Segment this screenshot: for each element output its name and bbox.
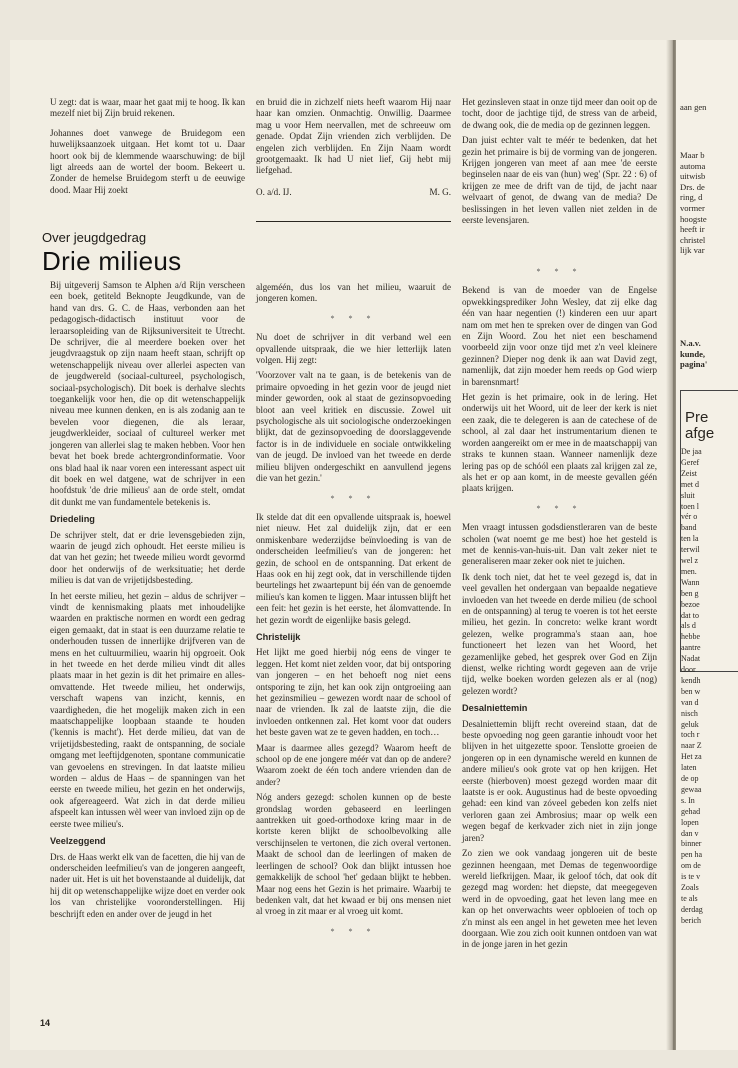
next-page-line: uitwisb — [680, 171, 706, 182]
next-page-line: kunde, — [680, 348, 706, 359]
paragraph: Het gezinsleven staat in onze tijd meer dan ooit op de tocht, door de jachtige tijd, de stress van de arbeid, de dwang ook, die de media op de gezinnen leggen. — [462, 97, 657, 130]
box-line: De jaa — [681, 447, 702, 456]
top-col-2 — [256, 97, 451, 198]
box-line: ben g — [681, 588, 699, 598]
next-page-line: Drs. de — [680, 181, 705, 192]
box-line: hebbe — [681, 632, 701, 642]
next-page-line: N.a.v. — [680, 338, 701, 348]
box-line: Geref — [681, 457, 700, 467]
box-title-2: afge — [685, 425, 715, 442]
box-line: berich — [681, 915, 701, 925]
section-stars: * * * — [330, 493, 377, 503]
box-line: aantre — [681, 643, 701, 653]
next-page-line: automa — [680, 160, 706, 171]
signature-right: M. G. — [429, 186, 451, 197]
next-page-line: Maar b — [680, 150, 705, 160]
paragraph: Ik denk toch niet, dat het te veel gezegd is, dat in veel gevallen het ondergaan van bepaalde negatieve invloeden van het tweede en derde milieu (de school en de ontspanning) al terug te voeren is tot het eerste milieu, het gezin. In concreto: welke krant wordt gelezen, welke programma's staan aan, hoe functioneert het lezen van het Woord, het gezamenlijke gebed, het gesprek over God en Zijn dienst, welke richting wordt gegeven aan de vrije tijd, welke boeken worden gelezen als er al (nog) gelezen wordt? — [462, 571, 657, 696]
paragraph: Nóg anders gezegd: scholen kunnen op de beste grondslag worden gebaseerd en leerlingen aantrekken uit goed-orthodoxe kring maar in de kortste keren blijkt de schoolbevolking alle verschijnselen te vertonen, die zich overal vertonen. Maakt de school dan de leerlingen of maken de leerlingen de school? Ook dan blijkt intussen hoe gemakkelijk de school 'het' gedaan blijkt te hebben. Maar nog eens het Gezin is het primaire. Waarbij te bedenken valt, dat het kwaad er bij ons mensen niet al vroeg in zit maar er al vroeg uit komt. — [256, 792, 451, 917]
box-line: Zoals — [681, 883, 699, 892]
article-col-3 — [462, 258, 657, 955]
box-line: kendh — [681, 675, 701, 685]
box-line: Nadat — [681, 654, 701, 664]
section-stars: * * * — [330, 313, 377, 323]
box-line: gehad — [681, 806, 701, 816]
box-line: door — [681, 665, 696, 674]
subheading: Christelijk — [256, 631, 301, 642]
box-line: Zeist — [681, 468, 697, 478]
article-col-2 — [256, 282, 451, 945]
paragraph: algeméén, dus los van het milieu, waaruit de jongeren komen. — [256, 282, 451, 304]
box-line: toch r — [681, 730, 700, 740]
subheading: Desalniettemin — [462, 703, 528, 714]
box-line: derdag — [681, 904, 703, 914]
paragraph: Johannes doet vanwege de Bruidegom een huwelijksaanzoek uitgaan. Het komt tot u. Daar hoort ook bij de klemmende waarschuwing: de bijl ligt alreeds aan de wortel der boom. Bekeert u. Zonder de hemelse Bruidegom sterft u de eeuwige dood. Maar Hij zoekt — [50, 127, 245, 195]
box-line: naar Z — [681, 741, 702, 751]
paragraph: Men vraagt intussen godsdienstleraren van de beste scholen (wat noemt ge me best) hoe het gesteld is met de kennis-van-huis-uit. Dan valt zeker niet te generaliseren maar zeker ook niet te juichen. — [462, 522, 657, 567]
box-line: geluk — [681, 719, 699, 729]
box-line: band — [681, 523, 697, 533]
next-page-edge — [676, 40, 738, 1050]
top-col-3 — [462, 97, 657, 230]
box-line: toen l — [681, 501, 699, 511]
box-line: laten — [681, 763, 697, 773]
section-stars: * * * — [536, 503, 583, 513]
top-col-1 — [50, 97, 245, 200]
article-col-1 — [50, 280, 245, 924]
subheading: Driedeling — [50, 514, 95, 525]
next-page-line: christel — [680, 234, 706, 245]
page-number: 14 — [40, 1018, 51, 1028]
paragraph: Dan juist echter valt te méér te bedenken, dat het gezin het primaire is bij de vorming van de jongeren. Krijgen jongeren van meet af aan mee 'de eerste beginselen naar de eis van (hun) weg' (Spr. 22 : 6) of krijgen ze mee de drift van de tijd, de jacht naar welvaart of genot, de dwang van de media? De beslissingen in het leven vallen niet zelden in de eerste levensjaren. — [462, 135, 657, 226]
paragraph: Zo zien we ook vandaag jongeren uit de beste gezinnen heengaan, met Demas de tegenwoordige wereld liefkrijgen. Maar, ik geloof tóch, dat ook dít gezegd mag worden: het diepste, dat meegegeven werd in de opvoeding, gaat het leven lang mee en kan op het onverwachts weer opbloeien of toch op z'n minst als een angel in het geweten mee het leven doorgaan. Wie zou zich ooit kunnen ontdoen van wat in de jonge jaren in het gezin — [462, 848, 657, 950]
article-kicker: Over jeugdgedrag — [42, 230, 147, 245]
paragraph: Maar is daarmee alles gezegd? Waarom heeft de school op de ene jongere méér vat dan op de andere? Waarom zoekt de één toch andere vrienden dan de ander? — [256, 742, 451, 787]
paragraph: 'Voorzover valt na te gaan, is de betekenis van de primaire opvoeding in het gezin voor de jeugd niet minder geworden, ook al staat de gezinsopvoeding bloot aan veel kritiek en discussie. Zowel uit psychologische als uit sociologische onderzoekingen blijkt, dat de gezinsopvoeding de doorslaggevende factor is in de individuele en sociale ontwikkeling van de jeugd. De invloed van het tweede en derde milieu blijven ondergeschikt en aanvullend jegens die van het gezin.' — [256, 370, 451, 484]
box-line: van d — [681, 697, 699, 707]
box-line: wel z — [681, 556, 699, 565]
box-line: met d — [681, 479, 699, 489]
section-stars: * * * — [330, 926, 377, 936]
next-page-line: ring, d — [680, 192, 703, 203]
box-line: sluit — [681, 490, 695, 500]
box-title: Pre — [685, 409, 709, 426]
box-line: gewaa — [681, 784, 702, 794]
paragraph: De schrijver stelt, dat er drie levensgebieden zijn, waarin de jeugd zich ophoudt. Het eerste milieu is dat van het gezin; het tweede milieu wordt gevormd door het onderwijs of de werksituatie; het derde milieu is dat van de vrijetijdsbesteding. — [50, 529, 245, 586]
paragraph: en bruid die in zichzelf niets heeft waarom Hij naar haar kan omzien. Onmachtig. Onwillig. Daarmee mag u voor Hem neervallen, met de schreeuw om genade. Opdat Zijn vrienden zich verblijden. De engelen zich verblijden. En Zijn Naam wordt grootgemaakt. Ik had U niet lief, Gij hebt mij liefgehad. — [256, 97, 451, 176]
box-line: terwil — [681, 545, 700, 555]
paragraph: Het lijkt me goed hierbij nóg eens de vinger te leggen. Het komt niet zelden voor, dat bij ontsporing van jongeren – en het behoeft nog niet eens ontsporing te zijn, het kan ook zijn ontgroeiing aan het gezinsmilieu – gewezen wordt naar de school of naar de vrienden. Ik zal de laatste zijn, die die invloeden ontkennen zal. Het komt voor dat ouders het beste gaven wat ze te geven hadden, en toch… — [256, 647, 451, 738]
paragraph: Bekend is van de moeder van de Engelse opwekkingsprediker John Wesley, dat zij elke dag één van haar negentien (!) kinderen een uur apart nam om met hen te spreken over de dingen van God en Zijn Woord. Zou het niet een beschamend voorbeeld zijn voor onze tijd met z'n veel kleinere gezinnen? Dieper nog denk ik aan wat David zegt, namenlijk, dat zijn moeder hem reeds op God wierp in barensnmart! — [462, 285, 657, 387]
paragraph: Drs. de Haas werkt elk van de facetten, die hij van de onderscheiden leefmilieu's van de jongeren aangeeft, nader uit. Het is uit het bovenstaande al duidelijk, dat hij dit op wetenschappelijke wijze doet en verder ook los van christelijke vooronderstellingen. Hij beschrijft eden en ander over de jeugd in het — [50, 851, 245, 919]
next-page-line: aan gen — [680, 102, 707, 112]
box-line: binner — [681, 839, 702, 849]
box-line: de op — [681, 774, 699, 783]
next-page-line: hoogste — [680, 213, 707, 224]
next-page-line: heeft ir — [680, 224, 705, 235]
box-line: nisch — [681, 708, 698, 718]
box-line: s. In — [681, 795, 695, 805]
article-headline: Drie milieus — [42, 246, 182, 276]
box-line: dan v — [681, 828, 699, 838]
paragraph: Ik stelde dat dit een opvallende uitspraak is, hoewel niet nieuw. Het zal duidelijk zijn, dat er een onmiskenbare wederzijdse beïnvloeding is van de onderscheiden leefmilieu's van de jongeren: het gezin, de school en de ontspanning. Dat erkent de Haas ook en hij zegt ook, dat in verschillende tijden beurtelings het zwaartepunt bij één van de genoemde milieu's kan komen te liggen. Maar intussen blijft het een feit: het gezin is het eerste, het álomvattende. In het gezin wordt de eigenlijke basis gelegd. — [256, 511, 451, 625]
next-page-line: vormer — [680, 203, 705, 213]
box-line: vér o — [681, 512, 698, 522]
box-line: als d — [681, 621, 696, 631]
box-line: te als — [681, 893, 698, 903]
next-page-line: pagina' — [680, 359, 708, 370]
paragraph: Desalniettemin blijft recht overeind staan, dat de beste opvoeding nog geen garantie inhoudt voor het blijven in het uitgezette spoor. Tenslotte groeien de jongeren op in een dynamische wereld en kunnen de andere milieu's ook grote vat op hen krijgen. Het eerste (hierboven) moest gezegd worden maar dit laatste is er ook. Augustinus had de beste opvoeding gehad: een kind van zóveel gebeden kon zelfs niet verloren gaan zei Ambrosius; maar op welk een wegen begaf de kerkvader zich niet in zijn jonge jaren? — [462, 718, 657, 843]
box-line: ben w — [681, 686, 701, 696]
box-line: Wann — [681, 577, 700, 587]
section-rule — [256, 221, 451, 222]
signature-left: O. a/d. IJ. — [256, 186, 292, 197]
box-line: ten la — [681, 534, 699, 544]
box-line: dat to — [681, 610, 699, 620]
box-line: lopen — [681, 817, 699, 827]
box-line: bezoe — [681, 599, 700, 609]
paragraph: In het eerste milieu, het gezin – aldus de schrijver – vindt de kennismaking plaats met inhoudelijke waarden en praktische normen en wordt een gedrag eigen gemaakt, dat in staat is een duurzame relatie te onderhouden tussen de innerlijke drijfveren van de mens en het cultuurmilieu, waarin hij opgroeit. Ook in het tweede en het derde milieu vindt dit alles plaats maar in het gezin is dit het primaire en alles-omvattende. Het tweede milieu, het onderwijs, verschaft wapens van inzicht, kennis, en vaardigheden, die het mogelijk maken zich in een maatschappelijke loopbaan staande te houden ('kennis is macht'). Het derde milieu, dat van de vrijetijdsbesteding, raakt de ontspanning, de sociale omgang met leeftijdgenoten, spontane communicatie van gevoelens en strevingen. In dat laatste milieu worden – aldus de Haas – de spanningen van het eerste en tweede milieu, het gezin en het onderwijs, ook afgereageerd. Wat zich in dat derde milieu afspeelt kan intussen wèl weer van invloed zijn op de eerste twee milieu's. — [50, 590, 245, 829]
section-stars: * * * — [536, 267, 583, 276]
box-line: Het za — [681, 752, 702, 762]
box-line: om de — [681, 861, 701, 871]
box-line: pen ha — [681, 850, 703, 860]
next-page-line: lijk var — [680, 245, 705, 256]
paragraph: Bij uitgeverij Samson te Alphen a/d Rijn verscheen een boek, getiteld Beknopte Jeugdkunde, van de hand van drs. G. C. de Haas, verbonden aan het pedagogisch-didactisch instituut voor de leraarsopleiding van de Rijksuniversiteit te Utrecht. De schrijver, die al meerdere boeken over het jeugdvraagstuk op zijn naam heeft staan, schrijft op wetenschappelijk niveau over allerlei aspecten van de jeugdwereld (sociaal-cultureel, psychologisch, sociaal-psychologisch). Dit boek is derhalve slechts toegankelijk voor hen, die op dit wetenschappelijk niveau mee kunnen denken, en is als zodanig aan te bevelen voor diegenen, die als leraar, jeugdwerkleider, sociaal of cultureel werker met jongeren van allerlei slag te maken hebben. Voor hen bevat het boek brede achtergrondinformatie. Voor ons blad haal ik naar voren een interessant aspect uit dit boek en wel datgene, wat de schrijver in een hoofdstuk 'de drie milieus' aan de orde stelt, omdat dit dunkt me van fundamentele betekenis is. — [50, 280, 245, 507]
paragraph: Nu doet de schrijver in dit verband wel een opvallende uitspraak, die we hier letterlijk laten volgen. Hij zegt: — [256, 332, 451, 366]
box-line: is te v — [681, 872, 701, 882]
paragraph: U zegt: dat is waar, maar het gaat mij te hoog. Ik kan mezelf niet bij Zijn bruid rekenen. — [50, 97, 245, 119]
next-page-boxed-article — [680, 390, 738, 925]
subheading: Veelzeggend — [50, 836, 106, 847]
box-line: men. — [681, 566, 697, 576]
signature-row — [256, 187, 451, 198]
paragraph: Het gezin is het primaire, ook in de lering. Het onderwijs uit het Woord, uit de leer der kerk is niet een zaak, die te delegeren is aan de catechese of de school, al zal daar het instrumentarium dienen te worden aangereikt om er mee in de maatschappij van straks te kunnen staan. Wanneer namenlijk deze lering pas op de schóól een plaats zal krijgen zal ze, als het er op aan komt, in de meeste gevallen géén plaats krijgen. — [462, 392, 657, 494]
